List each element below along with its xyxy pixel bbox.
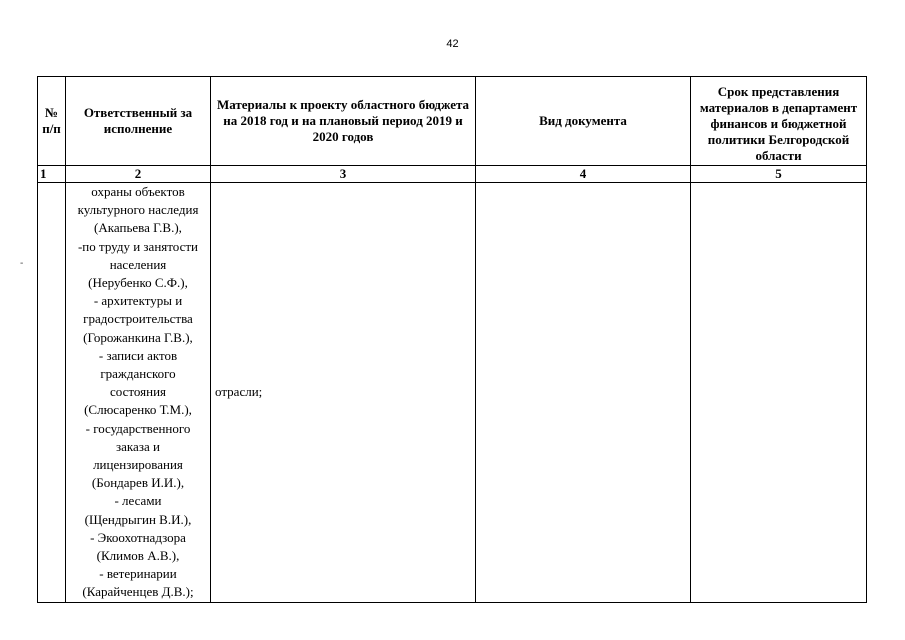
row-number-cell bbox=[38, 183, 66, 603]
responsible-line: заказа и bbox=[116, 438, 160, 454]
responsible-line: - записи актов bbox=[98, 347, 178, 363]
responsible-line: - Экоохотнадзора bbox=[90, 529, 186, 545]
responsible-line: (Климов А.В.), bbox=[96, 548, 180, 564]
responsible-cell bbox=[66, 183, 211, 603]
responsible-line: (Акапьева Г.В.), bbox=[94, 220, 182, 236]
responsible-line: - архитектуры и bbox=[93, 293, 183, 309]
responsible-line: (Карайченцев Д.В.); bbox=[82, 584, 194, 600]
deadline-cell bbox=[691, 183, 867, 603]
column-number: 3 bbox=[211, 166, 476, 183]
responsible-line: -по труду и занятости bbox=[77, 238, 199, 254]
responsible-line: (Горожанкина Г.В.), bbox=[83, 329, 193, 345]
table-header-row bbox=[38, 77, 867, 166]
header-materials: Материалы к проекту областного бюджета на 2018 год и на плановый период 2019 и 2020 годов bbox=[211, 77, 476, 166]
responsible-line: состояния bbox=[110, 384, 166, 400]
page-number: 42 bbox=[446, 38, 459, 50]
materials-table bbox=[37, 76, 867, 603]
responsible-line: - лесами bbox=[114, 493, 162, 509]
header-document-type: Вид документа bbox=[476, 77, 691, 166]
responsible-line: лицензирования bbox=[93, 457, 183, 473]
responsible-line: культурного наследия bbox=[77, 202, 199, 218]
responsible-line: (Щендрыгин В.И.), bbox=[84, 511, 192, 527]
header-number: № п/п bbox=[38, 77, 66, 166]
responsible-line: охраны объектов bbox=[91, 184, 185, 199]
table-row bbox=[38, 183, 867, 603]
responsible-line: - ветеринарии bbox=[99, 566, 177, 582]
responsible-line: (Бондарев И.И.), bbox=[91, 475, 185, 491]
materials-cell: отрасли; bbox=[211, 183, 476, 603]
column-number: 2 bbox=[66, 166, 211, 183]
column-number: 4 bbox=[476, 166, 691, 183]
column-number: 5 bbox=[691, 166, 867, 183]
responsible-line: градостроительства bbox=[83, 311, 193, 327]
scan-artifact: - bbox=[20, 258, 24, 269]
column-number-row bbox=[38, 166, 867, 183]
column-number: 1 bbox=[38, 166, 66, 183]
responsible-line: (Нерубенко С.Ф.), bbox=[88, 275, 188, 291]
responsible-line: - государственного bbox=[85, 420, 191, 436]
responsible-line: (Слюсаренко Т.М.), bbox=[84, 402, 192, 418]
header-deadline: Срок представления материалов в департамент финансов и бюджетной политики Белгородской области bbox=[691, 77, 867, 166]
header-responsible: Ответственный за исполнение bbox=[66, 77, 211, 166]
document-type-cell bbox=[476, 183, 691, 603]
responsible-line: населения bbox=[109, 256, 167, 272]
responsible-line: гражданского bbox=[100, 366, 176, 382]
